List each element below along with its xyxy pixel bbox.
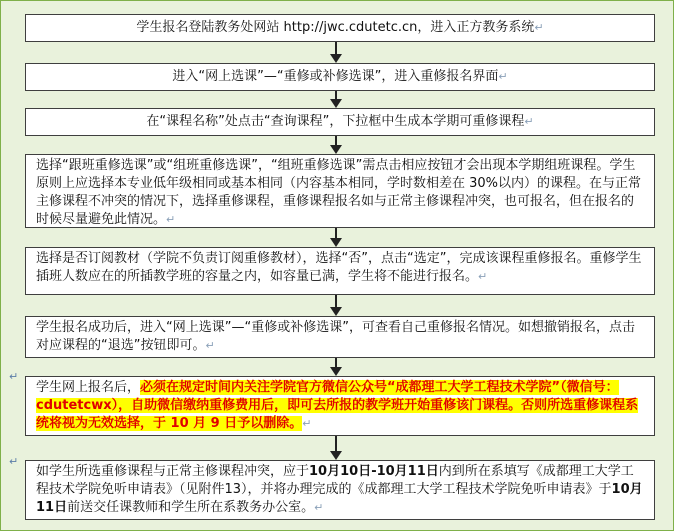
step-1-box [25,14,655,42]
step-7-warning: 必须在规定时间内关注学院官方微信公众号“成都理工大学工程技术学院”（微信号：cdutetcwx），自助微信缴纳重修费用后，即可去所报的教学班开始重修该门课程。否则所选重修课程系统将视为无效选择，于 10 月 9 日予以删除。 [36,380,639,431]
step-4-box [25,154,655,228]
arrow-5 [330,295,342,316]
paragraph-mark-icon [314,501,323,514]
step-1-text: 学生报名登陆教务处网站 http://jwc.cdutetc.cn，进入正方教务系统 [136,20,535,35]
arrow-7 [330,436,342,460]
paragraph-mark-icon [302,417,311,430]
arrow-6 [330,358,342,376]
step-6-text: 学生报名成功后，进入“网上选课”—“重修或补修选课”，可查看自己重修报名情况。如想撤销报名，点击对应课程的“退选”按钮即可。 [36,320,635,353]
paragraph-mark-icon [534,21,543,34]
paragraph-mark-icon [166,213,175,226]
paragraph-mark-icon [205,339,214,352]
paragraph-mark-icon [524,115,533,128]
anchor-mark-icon: ↵ [9,455,19,468]
step-8-part-1: 如学生所选重修课程与正常主修课程冲突，应于 [36,464,310,479]
step-3-text: 在“课程名称”处点击“查询课程”，下拉框中生成本学期可重修课程 [146,114,525,129]
step-3-box [25,108,655,136]
step-8-part-5: 前送交任课教师和学生所在系教务办公室。 [67,500,315,515]
paragraph-mark-icon [498,70,507,83]
arrow-4 [330,228,342,247]
step-5-text: 选择是否订阅教材（学院不负责订阅重修教材），选择“否”，点击“选定”，完成该课程重修报名。重修学生插班人数应在的所插教学班的容量之内，如容量已满，学生将不能进行报名。 [36,251,642,284]
step-7-lead: 学生网上报名后， [36,380,141,395]
step-8-part-3: 内到所在系填写《成都理工大学工程技术学院免听申请表》（见附件13），并将办理完成的《成都理工大学工程技术学院免听申请表》于 [36,464,634,497]
step-2-text: 进入“网上选课”—“重修或补修选课”，进入重修报名界面 [172,69,499,84]
arrow-1 [330,42,342,63]
step-5-box [25,247,655,295]
step-8-date-range: 10月10日-10月11日 [309,464,439,479]
step-2-box [25,63,655,91]
paragraph-mark-icon [478,270,487,283]
step-4-text: 选择“跟班重修选课”或“组班重修选课”，“组班重修选课”需点击相应按钮才会出现本学期组班课程。学生原则上应选择本专业低年级相同或基本相同（内容基本相同，学时数相差在 30%以内）的课程。在与正常主修课程不冲突的情况下，选择重修课程，重修课程报名如与正常主修课程冲突，也可报名，但在报名的时候尽量避免此情况。 [36,158,642,227]
step-6-box [25,316,655,358]
anchor-mark-icon: ↵ [9,370,19,383]
arrow-2 [330,91,342,108]
step-7-box [25,376,655,436]
arrow-3 [330,136,342,154]
step-8-deadline: 10月11日 [36,482,643,515]
step-8-box [25,460,655,520]
